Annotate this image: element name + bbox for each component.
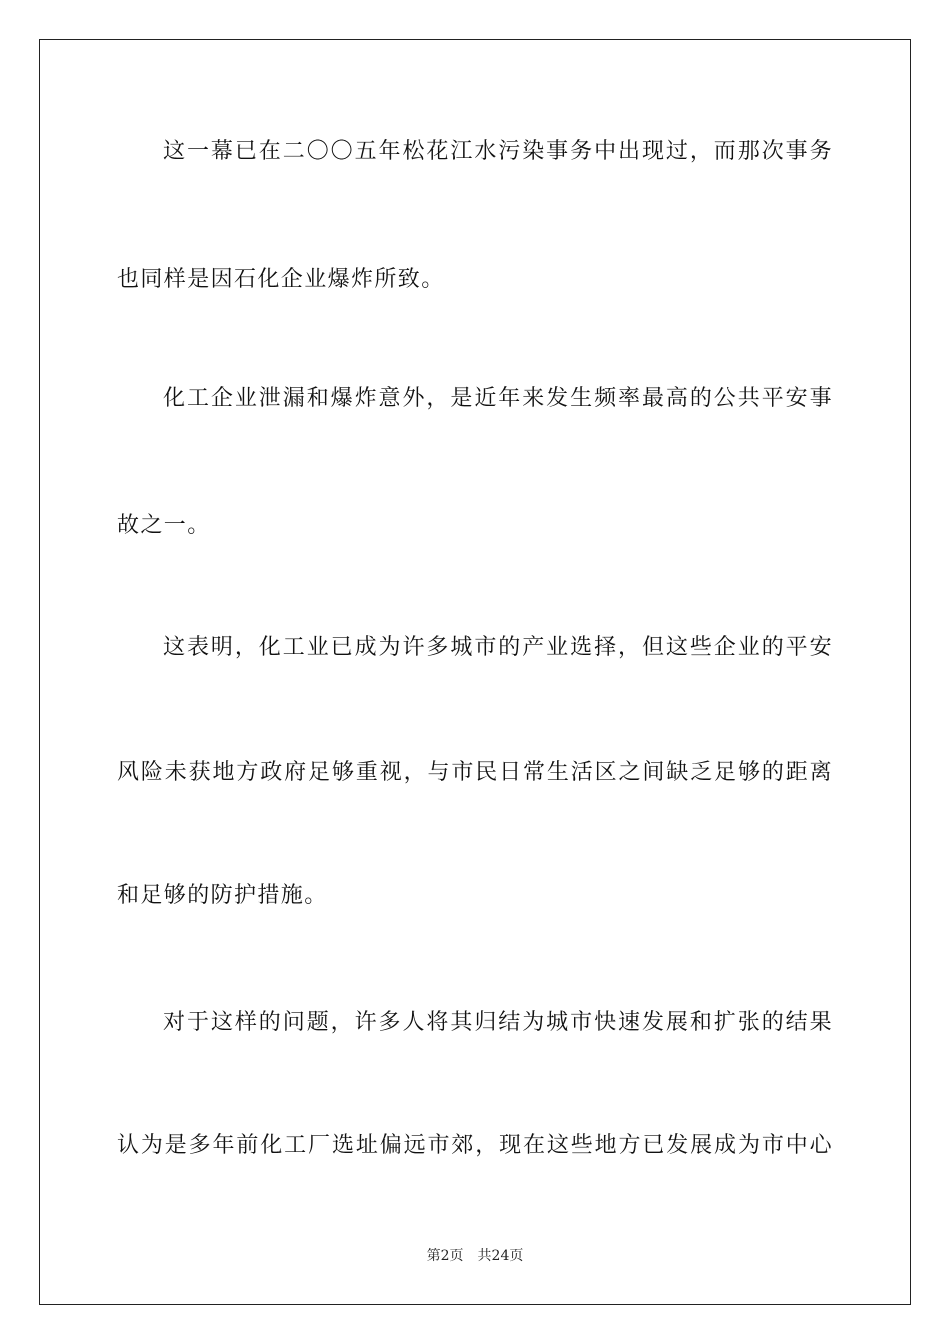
text-line: 认为是多年前化工厂选址偏远市郊，现在这些地方已发展成为市中心 bbox=[117, 1133, 833, 1158]
text-line: 这一幕已在二〇〇五年松花江水污染事务中出现过，而那次事务 bbox=[163, 139, 833, 164]
page-footer bbox=[0, 1246, 950, 1266]
text-line: 这表明，化工业已成为许多城市的产业选择，但这些企业的平安 bbox=[163, 635, 833, 660]
text-line: 和足够的防护措施。 bbox=[117, 883, 328, 908]
text-line: 故之一。 bbox=[117, 513, 211, 538]
page-border bbox=[39, 39, 911, 1305]
text-line: 也同样是因石化企业爆炸所致。 bbox=[117, 267, 445, 292]
text-line: 化工企业泄漏和爆炸意外，是近年来发生频率最高的公共平安事 bbox=[163, 386, 833, 411]
total-pages: 共24页 bbox=[477, 1248, 524, 1264]
page-number: 第2页 bbox=[426, 1248, 464, 1264]
text-line: 风险未获地方政府足够重视，与市民日常生活区之间缺乏足够的距离 bbox=[117, 760, 833, 785]
text-line: 对于这样的问题，许多人将其归结为城市快速发展和扩张的结果 bbox=[163, 1010, 833, 1035]
